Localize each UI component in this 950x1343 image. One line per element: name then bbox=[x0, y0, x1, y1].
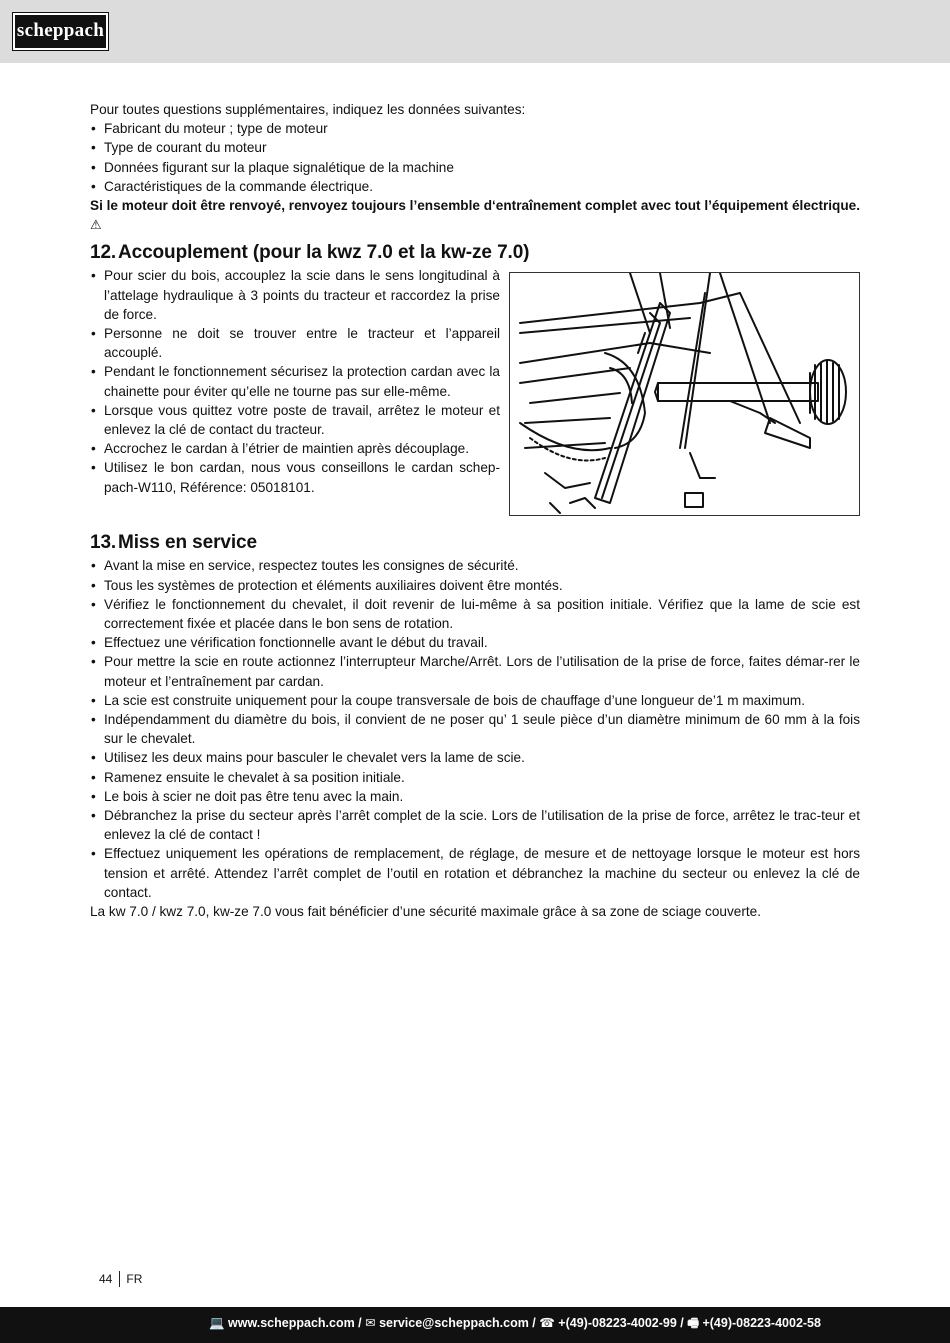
return-note bbox=[90, 196, 860, 234]
list-item: • Type de courant du moteur bbox=[90, 138, 860, 157]
intro-lead: Pour toutes questions supplémentaires, indiquez les données suivantes: bbox=[90, 102, 526, 117]
section-13-title: Miss en service bbox=[118, 532, 257, 554]
list-item: • Pour mettre la scie en route actionnez l’interrupteur Marche/Arrêt. Lors de l’utilisation de la prise de force, faites démar-rer le moteur et l’entraînement par cardan. bbox=[90, 652, 860, 690]
section-12-number: 12. bbox=[90, 242, 117, 264]
coupling-illustration bbox=[509, 272, 860, 516]
closing-statement: La kw 7.0 / kwz 7.0, kw-ze 7.0 vous fait bénéficier d’une sécurité maximale grâce à sa zone de sciage couverte. bbox=[90, 904, 761, 920]
list-item: • La scie est construite uniquement pour la coupe transversale de bois de chauffage d’une longueur de’1 m maximum. bbox=[90, 691, 860, 710]
list-item: • Effectuez une vérification fonctionnelle avant le début du travail. bbox=[90, 633, 860, 652]
list-item: • Utilisez le bon cardan, nous vous conseillons le cardan schep-pach-W110, Référence: 05018101. bbox=[90, 458, 500, 496]
header-band bbox=[0, 0, 950, 63]
list-item: • Effectuez uniquement les opérations de remplacement, de réglage, de mesure et de nettoyage lorsque le moteur est hors tension et arrêté. Attendez l’arrêt complet de l’outil en rotation et débranchez la machine du secteur ou enlevez la clé de contact. bbox=[90, 844, 860, 902]
list-item: • Données figurant sur la plaque signalétique de la machine bbox=[90, 158, 860, 177]
section-13-list bbox=[90, 556, 860, 902]
list-item: • Pour scier du bois, accouplez la scie dans le sens longitudinal à l’attelage hydraulique à 3 points du tracteur et raccordez la prise de force. bbox=[90, 266, 500, 324]
list-item: • Le bois à scier ne doit pas être tenu avec la main. bbox=[90, 787, 860, 806]
warning-icon: ⚠ bbox=[90, 217, 102, 233]
list-item: • Ramenez ensuite le chevalet à sa position initiale. bbox=[90, 768, 860, 787]
list-item: • Accrochez le cardan à l’étrier de maintien après découplage. bbox=[90, 439, 500, 458]
list-item: • Débranchez la prise du secteur après l’arrêt complet de la scie. Lors de l’utilisation de la prise de force, arrêtez le trac-teur et enlevez la clé de contact ! bbox=[90, 806, 860, 844]
list-item: • Avant la mise en service, respectez toutes les consignes de sécurité. bbox=[90, 556, 860, 575]
section-13-heading bbox=[90, 531, 860, 555]
contact-footer bbox=[0, 1307, 950, 1343]
list-item: • Pendant le fonctionnement sécurisez la protection cardan avec la chainette pour éviter qu’elle ne tourne pas sur elle-même. bbox=[90, 362, 500, 400]
section-12-title: Accouplement (pour la kwz 7.0 et la kw-ze 7.0) bbox=[118, 242, 530, 264]
section-13-number: 13. bbox=[90, 532, 117, 554]
contact-line: 💻 www.scheppach.com / ✉ service@scheppach.com / ☎ +(49)-08223-4002-99 / 🖷 +(49)-08223-4002-58 bbox=[209, 1316, 821, 1330]
return-note-text: Si le moteur doit être renvoyé, renvoyez toujours l’ensemble d‘entraînement complet avec tout l’équipement électrique. bbox=[90, 198, 860, 214]
list-item: • Indépendamment du diamètre du bois, il convient de ne poser qu’ 1 seule pièce d’un diamètre minimum de 60 mm à la fois sur le chevalet. bbox=[90, 710, 860, 748]
intro-list bbox=[90, 119, 860, 196]
page-number: 44 bbox=[99, 1271, 120, 1287]
section-12-heading bbox=[90, 241, 860, 265]
list-item: • Caractéristiques de la commande électrique. bbox=[90, 177, 860, 196]
section-12-body bbox=[90, 266, 860, 524]
list-item: • Personne ne doit se trouver entre le tracteur et l’appareil accouplé. bbox=[90, 324, 500, 362]
list-item: • Utilisez les deux mains pour basculer le chevalet vers la lame de scie. bbox=[90, 748, 860, 767]
page-footer-label bbox=[99, 1271, 142, 1287]
language-code: FR bbox=[126, 1272, 143, 1286]
list-item: • Fabricant du moteur ; type de moteur bbox=[90, 119, 860, 138]
section-12-list bbox=[90, 266, 500, 496]
section-13 bbox=[90, 531, 860, 921]
page-content bbox=[90, 100, 860, 921]
list-item: • Vérifiez le fonctionnement du chevalet, il doit revenir de lui-même à sa position initiale. Vérifiez que la lame de scie est correctement fixée et placée dans le bon sens de rotation. bbox=[90, 595, 860, 633]
list-item: • Tous les systèmes de protection et éléments auxiliaires doivent être montés. bbox=[90, 576, 860, 595]
scheppach-logo: scheppach bbox=[13, 13, 108, 50]
list-item: • Lorsque vous quittez votre poste de travail, arrêtez le moteur et enlevez la clé de contact du tracteur. bbox=[90, 401, 500, 439]
